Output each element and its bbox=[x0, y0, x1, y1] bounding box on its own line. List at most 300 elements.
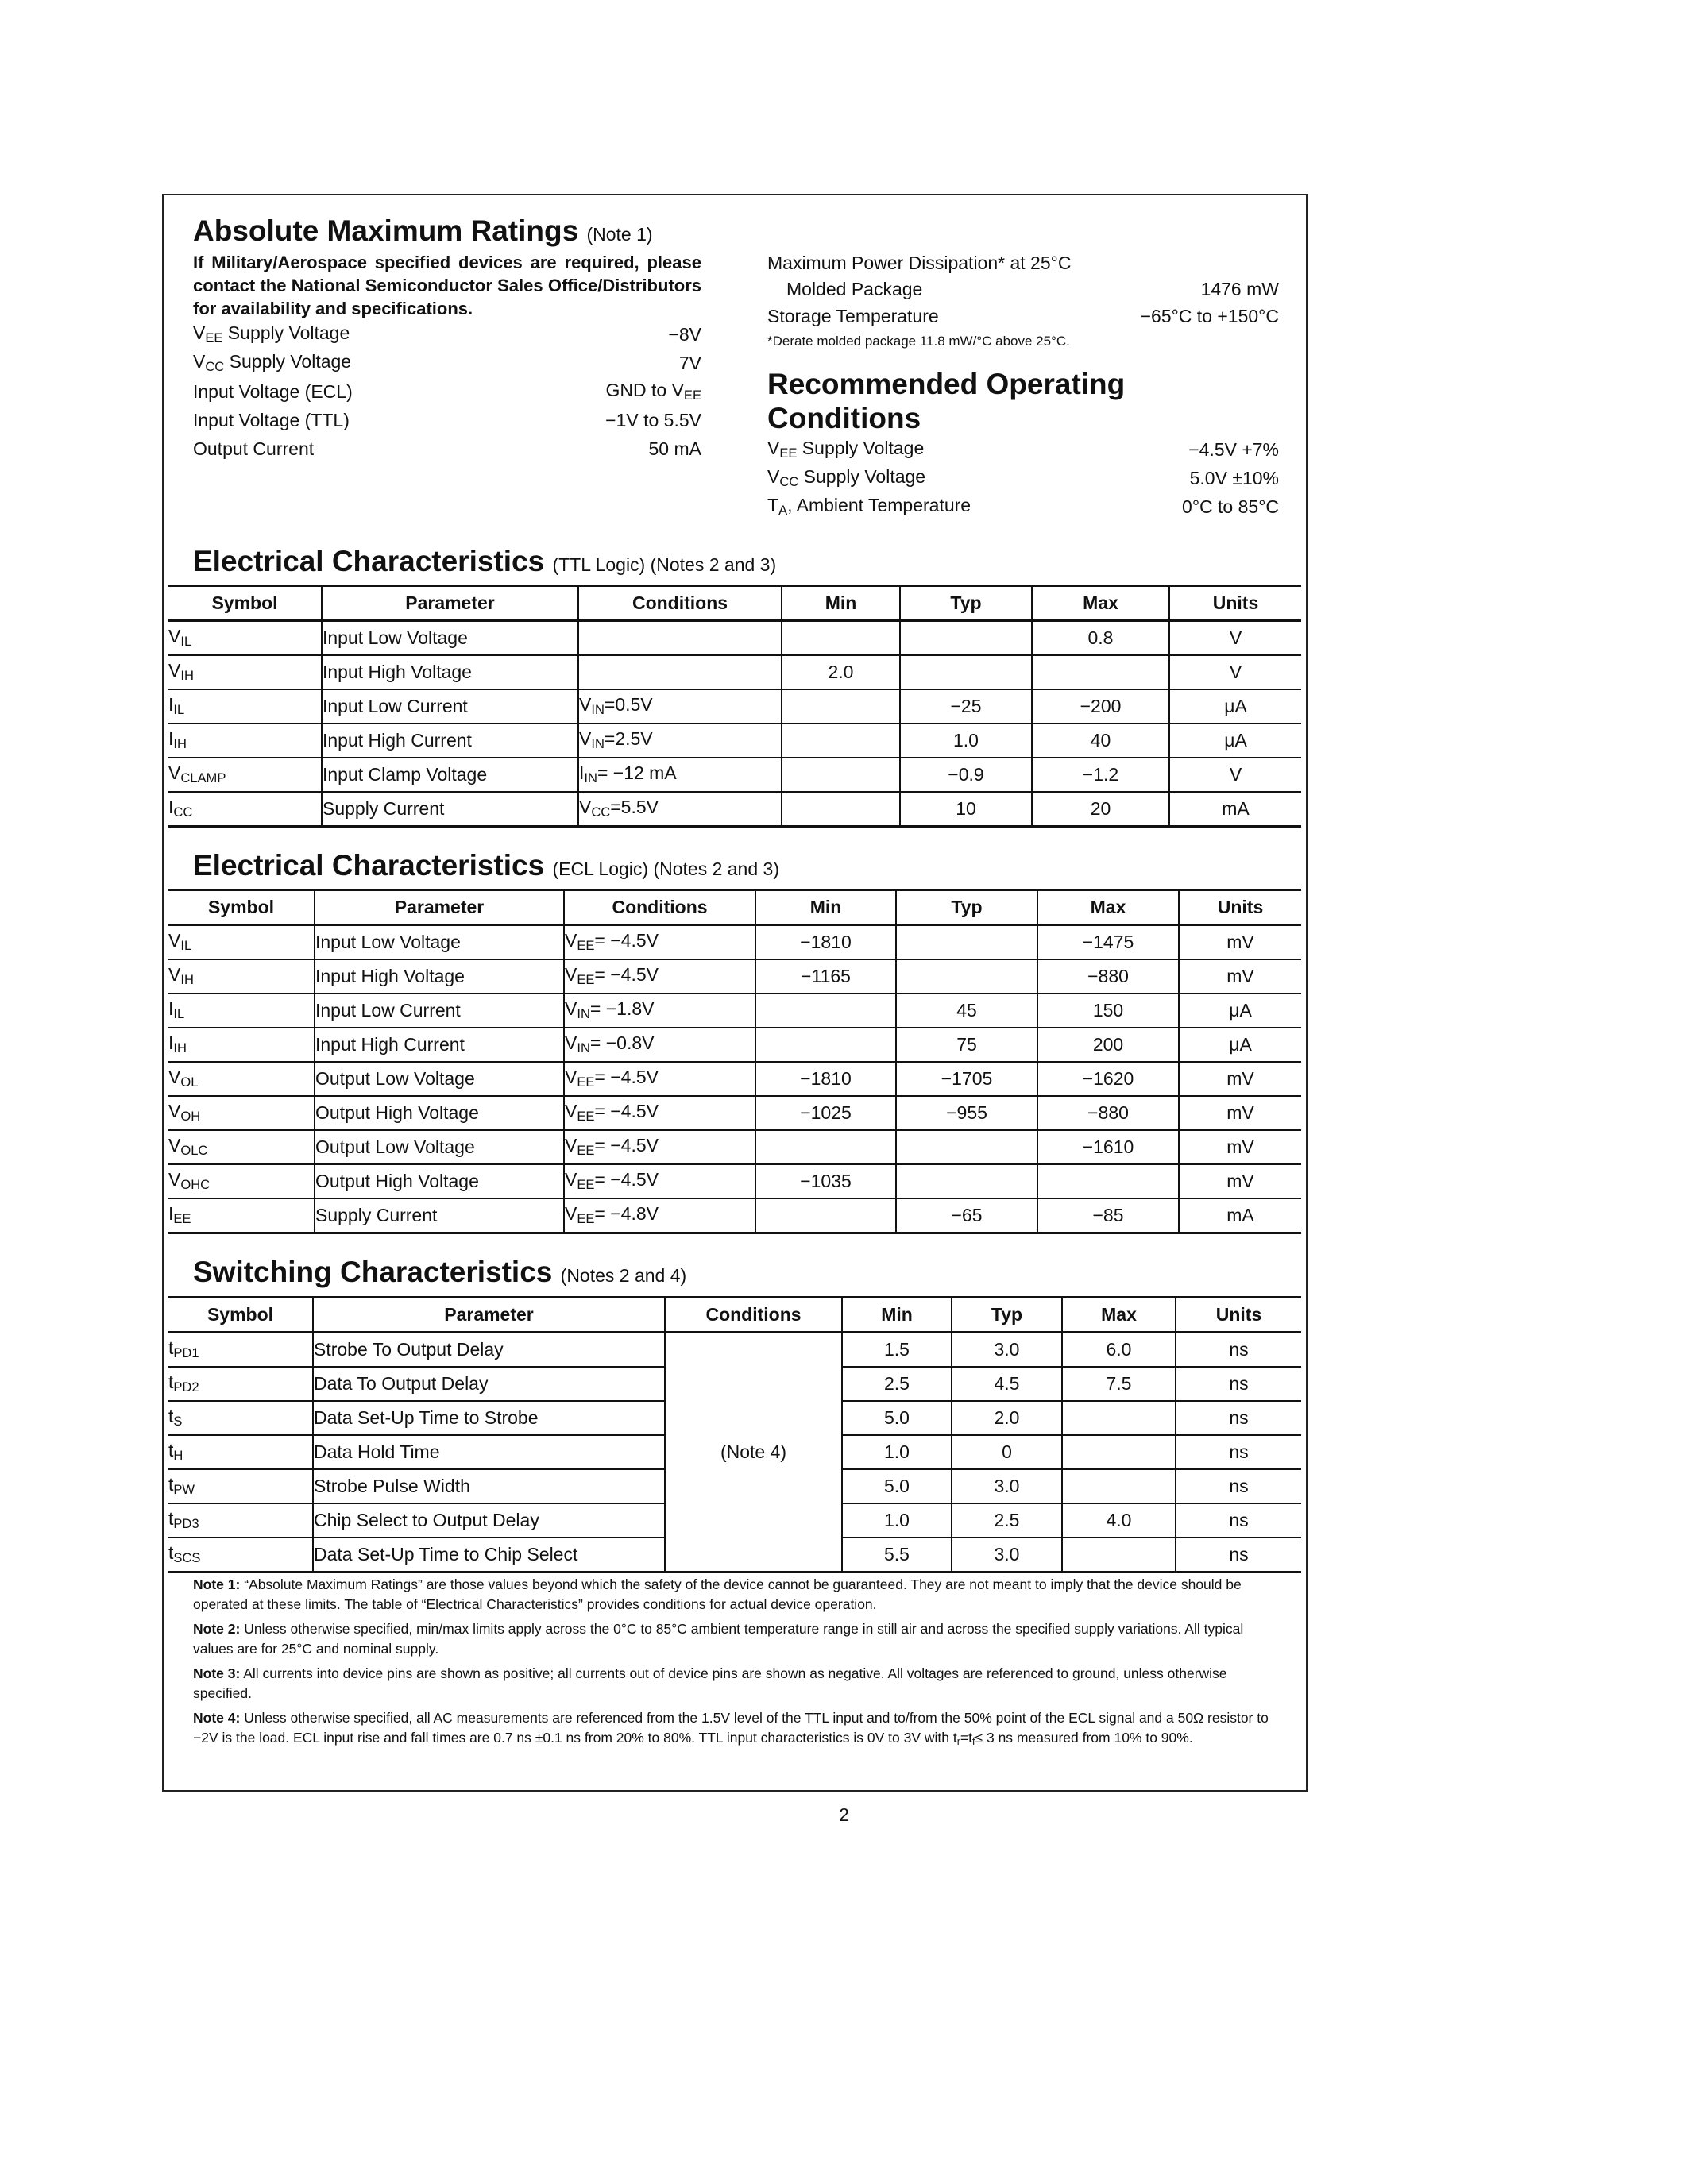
symbol: $t_H$ bbox=[168, 1440, 183, 1464]
condition: $V_{EE}= -4.5V$ bbox=[565, 930, 659, 954]
symbol-cell bbox=[168, 1164, 315, 1198]
symbol: $V_{OHC}$ bbox=[168, 1169, 211, 1193]
units-cell: ns bbox=[1176, 1435, 1301, 1469]
typ-cell: −1705 bbox=[896, 1062, 1037, 1096]
parameter-cell: Output Low Voltage bbox=[315, 1062, 564, 1096]
parameter-cell: Supply Current bbox=[322, 792, 578, 827]
min-cell: 5.0 bbox=[842, 1401, 952, 1435]
abs-max-row bbox=[193, 434, 701, 463]
abs-max-value: GND to $V_{EE}$ bbox=[605, 379, 701, 403]
conditions-cell bbox=[564, 1096, 755, 1130]
min-cell bbox=[755, 1028, 896, 1062]
column-header: Parameter bbox=[315, 890, 564, 925]
typ-cell: −65 bbox=[896, 1198, 1037, 1233]
subscript: IH bbox=[173, 736, 187, 752]
column-header: Conditions bbox=[564, 890, 755, 925]
symbol-cell bbox=[168, 723, 322, 758]
min-cell bbox=[782, 723, 900, 758]
min-cell bbox=[755, 994, 896, 1028]
symbol: $V_{CLAMP}$ bbox=[168, 762, 226, 786]
symbol-cell bbox=[168, 1198, 315, 1233]
min-cell bbox=[755, 1198, 896, 1233]
table-row bbox=[168, 959, 1301, 994]
units-cell: V bbox=[1169, 655, 1301, 689]
symbol-cell bbox=[168, 1401, 313, 1435]
symbol: $V_{IH}$ bbox=[168, 660, 194, 684]
typ-cell: −25 bbox=[900, 689, 1032, 723]
ecl-characteristics-table bbox=[168, 889, 1301, 1234]
table-row bbox=[168, 792, 1301, 827]
symbol: $V_{OLC}$ bbox=[168, 1135, 208, 1159]
min-cell: 1.5 bbox=[842, 1333, 952, 1368]
typ-cell: 10 bbox=[900, 792, 1032, 827]
max-cell: −880 bbox=[1037, 1096, 1179, 1130]
min-cell bbox=[782, 621, 900, 656]
max-cell: 200 bbox=[1037, 1028, 1179, 1062]
parameter-cell: Data To Output Delay bbox=[313, 1367, 665, 1401]
min-cell: 2.0 bbox=[782, 655, 900, 689]
abs-max-value: 7V bbox=[678, 352, 701, 373]
rec-op-row bbox=[767, 435, 1279, 464]
abs-max-title: Absolute Maximum Ratings (Note 1) bbox=[193, 214, 653, 247]
column-header: Min bbox=[842, 1298, 952, 1333]
table-row bbox=[168, 1164, 1301, 1198]
derate-note: *Derate molded package 11.8 mW/°C above 25°C. bbox=[767, 334, 1070, 349]
typ-cell: 3.0 bbox=[952, 1538, 1062, 1572]
military-note: If Military/Aerospace specified devices are required, please contact the National Semiconductor Sales Office/Distributors for availability and specifications. bbox=[193, 253, 701, 318]
conditions-cell bbox=[564, 925, 755, 960]
rec-op-row bbox=[767, 492, 1279, 521]
typ-cell: 75 bbox=[896, 1028, 1037, 1062]
column-header: Symbol bbox=[168, 586, 322, 621]
parameter-cell: Input Low Current bbox=[322, 689, 578, 723]
units-cell: V bbox=[1169, 758, 1301, 792]
switching-characteristics-table bbox=[168, 1296, 1301, 1573]
typ-cell bbox=[900, 655, 1032, 689]
parameter-cell: Input High Voltage bbox=[315, 959, 564, 994]
parameter-cell: Strobe To Output Delay bbox=[313, 1333, 665, 1368]
parameter-cell: Data Hold Time bbox=[313, 1435, 665, 1469]
symbol: $I_{CC}$ bbox=[168, 797, 193, 820]
subscript: PD1 bbox=[173, 1345, 199, 1361]
abs-max-row bbox=[193, 320, 701, 349]
units-cell: μA bbox=[1169, 723, 1301, 758]
subscript: EE bbox=[577, 938, 595, 954]
symbol-cell bbox=[168, 1062, 315, 1096]
subscript: IL bbox=[173, 702, 185, 718]
max-cell bbox=[1062, 1435, 1176, 1469]
rec-op-list bbox=[767, 435, 1279, 521]
column-header: Parameter bbox=[313, 1298, 665, 1333]
subscript: PD2 bbox=[173, 1379, 199, 1395]
ecl-section-title: Electrical Characteristics (ECL Logic) (Notes 2 and 3) bbox=[193, 849, 779, 882]
subscript: OL bbox=[180, 1075, 199, 1090]
subscript: PD3 bbox=[173, 1516, 199, 1532]
condition: $V_{IN}= -0.8V$ bbox=[565, 1032, 655, 1056]
column-header: Min bbox=[782, 586, 900, 621]
note-4: Note 4: Unless otherwise specified, all AC measurements are referenced from the 1.5V level of the TTL input and to/from the 50% point of the ECL signal and a 50Ω resistor to −2V is the load. ECL input rise and fall times are 0.7 ns ±0.1 ns from 20% to 80%. TTL input characteristics is 0V to 3V with $t_r=t_f\le 3$ ns measured from 10% to 90%. bbox=[193, 1710, 1269, 1748]
symbol-cell bbox=[168, 1367, 313, 1401]
conditions-cell bbox=[564, 994, 755, 1028]
typ-cell: 2.0 bbox=[952, 1401, 1062, 1435]
subscript: S bbox=[173, 1414, 183, 1430]
symbol-cell bbox=[168, 1435, 313, 1469]
parameter-cell: Strobe Pulse Width bbox=[313, 1469, 665, 1503]
column-header: Max bbox=[1032, 586, 1169, 621]
subscript: SCS bbox=[173, 1550, 201, 1566]
abs-max-value: 50 mA bbox=[648, 438, 701, 459]
symbol-cell bbox=[168, 792, 322, 827]
conditions-cell bbox=[564, 1164, 755, 1198]
min-cell: 5.5 bbox=[842, 1538, 952, 1572]
max-cell: 7.5 bbox=[1062, 1367, 1176, 1401]
max-cell bbox=[1037, 1164, 1179, 1198]
notes bbox=[193, 1575, 1280, 1757]
typ-cell bbox=[896, 925, 1037, 960]
subscript: EE bbox=[577, 1075, 595, 1090]
symbol-cell bbox=[168, 1538, 313, 1572]
typ-cell: 0 bbox=[952, 1435, 1062, 1469]
subscript: CC bbox=[779, 474, 799, 490]
subscript: EE bbox=[577, 1143, 595, 1159]
max-cell: −200 bbox=[1032, 689, 1169, 723]
symbol-cell bbox=[168, 758, 322, 792]
parameter-cell: Input High Current bbox=[322, 723, 578, 758]
column-header: Conditions bbox=[665, 1298, 842, 1333]
symbol: $t_{PW}$ bbox=[168, 1474, 195, 1498]
typ-cell: 45 bbox=[896, 994, 1037, 1028]
subscript: IN bbox=[577, 1006, 590, 1022]
conditions-cell bbox=[578, 655, 782, 689]
switching-section-title: Switching Characteristics (Notes 2 and 4) bbox=[193, 1256, 687, 1288]
absolute-maximum-ratings bbox=[193, 214, 701, 463]
rec-op-label: $T_A$, Ambient Temperature bbox=[767, 494, 971, 519]
abs-max-label: Input Voltage (ECL) bbox=[193, 380, 353, 402]
max-cell: 20 bbox=[1032, 792, 1169, 827]
units-cell: ns bbox=[1176, 1503, 1301, 1538]
symbol-cell bbox=[168, 959, 315, 994]
symbol: $I_{IH}$ bbox=[168, 728, 187, 752]
symbol: $t_{SCS}$ bbox=[168, 1542, 201, 1566]
condition: $V_{EE}= -4.5V$ bbox=[565, 1101, 659, 1125]
subscript: EE bbox=[577, 1177, 595, 1193]
units-cell: mV bbox=[1179, 1062, 1301, 1096]
max-cell bbox=[1062, 1469, 1176, 1503]
note-1: Note 1: “Absolute Maximum Ratings” are those values beyond which the safety of the device cannot be guaranteed. They are not meant to imply that the device should be operated at these limits. The table of “Electrical Characteristics” provides conditions for actual device operation. bbox=[193, 1576, 1242, 1612]
symbol: $I_{EE}$ bbox=[168, 1203, 191, 1227]
units-cell: μA bbox=[1179, 994, 1301, 1028]
min-cell bbox=[782, 689, 900, 723]
max-cell: 4.0 bbox=[1062, 1503, 1176, 1538]
units-cell: mV bbox=[1179, 1164, 1301, 1198]
table-row bbox=[168, 655, 1301, 689]
condition: $V_{EE}= -4.8V$ bbox=[565, 1203, 659, 1227]
symbol-cell bbox=[168, 994, 315, 1028]
units-cell: mA bbox=[1169, 792, 1301, 827]
subscript: IN bbox=[577, 1040, 590, 1056]
abs-max-value: −1V to 5.5V bbox=[605, 409, 701, 430]
parameter-cell: Output High Voltage bbox=[315, 1096, 564, 1130]
symbol-cell bbox=[168, 655, 322, 689]
subscript: OH bbox=[180, 1109, 201, 1125]
symbol: $t_{PD1}$ bbox=[168, 1337, 199, 1361]
symbol: $V_{OH}$ bbox=[168, 1101, 201, 1125]
symbol: $V_{IL}$ bbox=[168, 930, 192, 954]
typ-cell bbox=[900, 621, 1032, 656]
column-header: Units bbox=[1169, 586, 1301, 621]
max-cell: 150 bbox=[1037, 994, 1179, 1028]
parameter-cell: Output Low Voltage bbox=[315, 1130, 564, 1164]
typ-cell: −0.9 bbox=[900, 758, 1032, 792]
parameter-cell: Input High Voltage bbox=[322, 655, 578, 689]
conditions-cell bbox=[564, 959, 755, 994]
parameter-cell: Input Clamp Voltage bbox=[322, 758, 578, 792]
column-header: Typ bbox=[900, 586, 1032, 621]
min-cell: 1.0 bbox=[842, 1503, 952, 1538]
storage-temp-row: Storage Temperature −65°C to +150°C bbox=[767, 305, 1279, 326]
column-header: Parameter bbox=[322, 586, 578, 621]
min-cell: 1.0 bbox=[842, 1435, 952, 1469]
abs-max-row bbox=[193, 349, 701, 377]
column-header: Units bbox=[1176, 1298, 1301, 1333]
table-row bbox=[168, 1062, 1301, 1096]
conditions-cell bbox=[564, 1062, 755, 1096]
min-cell: −1035 bbox=[755, 1164, 896, 1198]
subscript: CLAMP bbox=[180, 770, 226, 786]
column-header: Typ bbox=[952, 1298, 1062, 1333]
units-cell: ns bbox=[1176, 1538, 1301, 1572]
rec-op-label: $V_{CC}$ Supply Voltage bbox=[767, 465, 926, 490]
column-header: Units bbox=[1179, 890, 1301, 925]
parameter-cell: Input Low Voltage bbox=[322, 621, 578, 656]
units-cell: ns bbox=[1176, 1333, 1301, 1368]
min-cell bbox=[755, 1130, 896, 1164]
column-header: Max bbox=[1062, 1298, 1176, 1333]
abs-max-label: Output Current bbox=[193, 438, 315, 459]
symbol: $V_{IL}$ bbox=[168, 626, 192, 650]
subscript: CC bbox=[173, 805, 193, 820]
symbol: $V_{OL}$ bbox=[168, 1067, 199, 1090]
symbol: $t_S$ bbox=[168, 1406, 183, 1430]
min-cell: −1810 bbox=[755, 1062, 896, 1096]
rec-op-row bbox=[767, 464, 1279, 492]
parameter-cell: Input Low Current bbox=[315, 994, 564, 1028]
table-row bbox=[168, 1096, 1301, 1130]
max-cell: −1610 bbox=[1037, 1130, 1179, 1164]
symbol-cell bbox=[168, 925, 315, 960]
subscript: EE bbox=[577, 1109, 595, 1125]
subscript: H bbox=[173, 1448, 183, 1464]
symbol: $t_{PD2}$ bbox=[168, 1372, 199, 1395]
condition: $V_{IN}=0.5V$ bbox=[579, 694, 653, 718]
parameter-cell: Chip Select to Output Delay bbox=[313, 1503, 665, 1538]
condition: $V_{EE}= -4.5V$ bbox=[565, 1169, 659, 1193]
symbol: $I_{IH}$ bbox=[168, 1032, 187, 1056]
abs-max-value: −8V bbox=[668, 323, 701, 345]
units-cell: mA bbox=[1179, 1198, 1301, 1233]
condition: $V_{EE}= -4.5V$ bbox=[565, 964, 659, 988]
condition: $I_{IN}= -12$ mA bbox=[579, 762, 677, 786]
symbol-cell bbox=[168, 1130, 315, 1164]
column-header: Typ bbox=[896, 890, 1037, 925]
subscript: IN bbox=[591, 736, 605, 752]
min-cell: 2.5 bbox=[842, 1367, 952, 1401]
parameter-cell: Input High Current bbox=[315, 1028, 564, 1062]
symbol-cell bbox=[168, 689, 322, 723]
units-cell: ns bbox=[1176, 1469, 1301, 1503]
typ-cell: 4.5 bbox=[952, 1367, 1062, 1401]
table-row bbox=[168, 925, 1301, 960]
subscript: PW bbox=[173, 1482, 195, 1498]
units-cell: mV bbox=[1179, 1130, 1301, 1164]
units-cell: ns bbox=[1176, 1401, 1301, 1435]
typ-cell bbox=[896, 1164, 1037, 1198]
condition: $V_{IN}= -1.8V$ bbox=[565, 998, 655, 1022]
table-row bbox=[168, 723, 1301, 758]
table-row bbox=[168, 1333, 1301, 1368]
subscript: EE bbox=[205, 330, 223, 346]
max-cell: −1620 bbox=[1037, 1062, 1179, 1096]
subscript: IL bbox=[180, 634, 192, 650]
symbol: $t_{PD3}$ bbox=[168, 1508, 199, 1532]
subscript: IL bbox=[180, 938, 192, 954]
max-cell: 6.0 bbox=[1062, 1333, 1176, 1368]
symbol: $I_{IL}$ bbox=[168, 694, 185, 718]
rec-op-value: −4.5V +7% bbox=[1188, 438, 1279, 460]
rec-op-label: $V_{EE}$ Supply Voltage bbox=[767, 437, 925, 461]
subscript: CC bbox=[205, 359, 225, 375]
symbol-cell bbox=[168, 1333, 313, 1368]
rec-op-value: 5.0V ±10% bbox=[1189, 467, 1279, 488]
typ-cell: 2.5 bbox=[952, 1503, 1062, 1538]
symbol-cell bbox=[168, 1096, 315, 1130]
subscript: EE bbox=[577, 1211, 595, 1227]
typ-cell: 3.0 bbox=[952, 1469, 1062, 1503]
units-cell: ns bbox=[1176, 1367, 1301, 1401]
symbol: $V_{IH}$ bbox=[168, 964, 194, 988]
conditions-cell bbox=[578, 723, 782, 758]
right-column bbox=[767, 253, 1279, 521]
parameter-cell: Data Set-Up Time to Strobe bbox=[313, 1401, 665, 1435]
parameter-cell: Output High Voltage bbox=[315, 1164, 564, 1198]
column-header: Max bbox=[1037, 890, 1179, 925]
table-header-row bbox=[168, 890, 1301, 925]
subscript: IH bbox=[180, 972, 194, 988]
conditions-cell bbox=[578, 689, 782, 723]
subscript: IN bbox=[584, 770, 597, 786]
table-row bbox=[168, 689, 1301, 723]
note-3: Note 3: All currents into device pins are shown as positive; all currents out of device pins are shown as negative. All voltages are referenced to ground, unless otherwise specified. bbox=[193, 1665, 1227, 1701]
table-row bbox=[168, 994, 1301, 1028]
min-cell: 5.0 bbox=[842, 1469, 952, 1503]
max-cell: −1.2 bbox=[1032, 758, 1169, 792]
column-header: Min bbox=[755, 890, 896, 925]
max-cell bbox=[1032, 655, 1169, 689]
subscript: IN bbox=[591, 702, 605, 718]
conditions-cell bbox=[578, 758, 782, 792]
typ-cell bbox=[896, 1130, 1037, 1164]
table-row bbox=[168, 1198, 1301, 1233]
units-cell: V bbox=[1169, 621, 1301, 656]
abs-max-list bbox=[193, 320, 701, 463]
subscript: IH bbox=[180, 668, 194, 684]
min-cell: −1165 bbox=[755, 959, 896, 994]
condition: $V_{EE}= -4.5V$ bbox=[565, 1135, 659, 1159]
symbol-cell bbox=[168, 1469, 313, 1503]
conditions-cell bbox=[578, 792, 782, 827]
abs-max-row bbox=[193, 377, 701, 406]
units-cell: μA bbox=[1179, 1028, 1301, 1062]
subscript: EE bbox=[577, 972, 595, 988]
parameter-cell: Data Set-Up Time to Chip Select bbox=[313, 1538, 665, 1572]
symbol: $I_{IL}$ bbox=[168, 998, 185, 1022]
max-cell: −85 bbox=[1037, 1198, 1179, 1233]
table-row bbox=[168, 1130, 1301, 1164]
subscript: EE bbox=[779, 446, 798, 461]
rec-op-title: Recommended Operating Conditions bbox=[767, 368, 1126, 434]
max-cell bbox=[1062, 1538, 1176, 1572]
note-2: Note 2: Unless otherwise specified, min/max limits apply across the 0°C to 85°C ambient temperature range in still air and across the specified supply variations. All typical values are for 25°C and nominal supply. bbox=[193, 1621, 1244, 1657]
subscript: IL bbox=[173, 1006, 185, 1022]
typ-cell: 1.0 bbox=[900, 723, 1032, 758]
typ-cell: 3.0 bbox=[952, 1333, 1062, 1368]
table-row bbox=[168, 758, 1301, 792]
rec-op-value: 0°C to 85°C bbox=[1182, 496, 1279, 517]
typ-cell bbox=[896, 959, 1037, 994]
abs-max-row bbox=[193, 406, 701, 434]
symbol-cell bbox=[168, 621, 322, 656]
units-cell: mV bbox=[1179, 925, 1301, 960]
max-cell: −1475 bbox=[1037, 925, 1179, 960]
subscript: IH bbox=[173, 1040, 187, 1056]
max-cell bbox=[1062, 1401, 1176, 1435]
column-header: Symbol bbox=[168, 1298, 313, 1333]
page-number: 2 bbox=[839, 1804, 849, 1825]
subscript: CC bbox=[591, 805, 611, 820]
max-cell: 0.8 bbox=[1032, 621, 1169, 656]
table-header-row bbox=[168, 1298, 1301, 1333]
abs-max-label: $V_{EE}$ Supply Voltage bbox=[193, 322, 350, 346]
column-header: Conditions bbox=[578, 586, 782, 621]
parameter-cell: Supply Current bbox=[315, 1198, 564, 1233]
conditions-cell bbox=[578, 621, 782, 656]
table-header-row bbox=[168, 586, 1301, 621]
conditions-cell bbox=[564, 1028, 755, 1062]
subscript: EE bbox=[683, 388, 701, 403]
power-dissipation-label: Maximum Power Dissipation* at 25°C bbox=[767, 253, 1072, 273]
min-cell bbox=[782, 758, 900, 792]
condition: $V_{IN}=2.5V$ bbox=[579, 728, 653, 752]
min-cell bbox=[782, 792, 900, 827]
column-header: Symbol bbox=[168, 890, 315, 925]
max-cell: 40 bbox=[1032, 723, 1169, 758]
abs-max-label: $V_{CC}$ Supply Voltage bbox=[193, 350, 352, 375]
conditions-cell: (Note 4) bbox=[665, 1333, 842, 1572]
abs-max-label: Input Voltage (TTL) bbox=[193, 409, 350, 430]
subscript: EE bbox=[173, 1211, 191, 1227]
parameter-cell: Input Low Voltage bbox=[315, 925, 564, 960]
subscript: OHC bbox=[180, 1177, 211, 1193]
units-cell: μA bbox=[1169, 689, 1301, 723]
table-row bbox=[168, 621, 1301, 656]
ttl-section-title: Electrical Characteristics (TTL Logic) (Notes 2 and 3) bbox=[193, 545, 777, 577]
min-cell: −1810 bbox=[755, 925, 896, 960]
units-cell: mV bbox=[1179, 1096, 1301, 1130]
min-cell: −1025 bbox=[755, 1096, 896, 1130]
symbol-cell bbox=[168, 1503, 313, 1538]
condition: $V_{EE}= -4.5V$ bbox=[565, 1067, 659, 1090]
subscript: OLC bbox=[180, 1143, 208, 1159]
